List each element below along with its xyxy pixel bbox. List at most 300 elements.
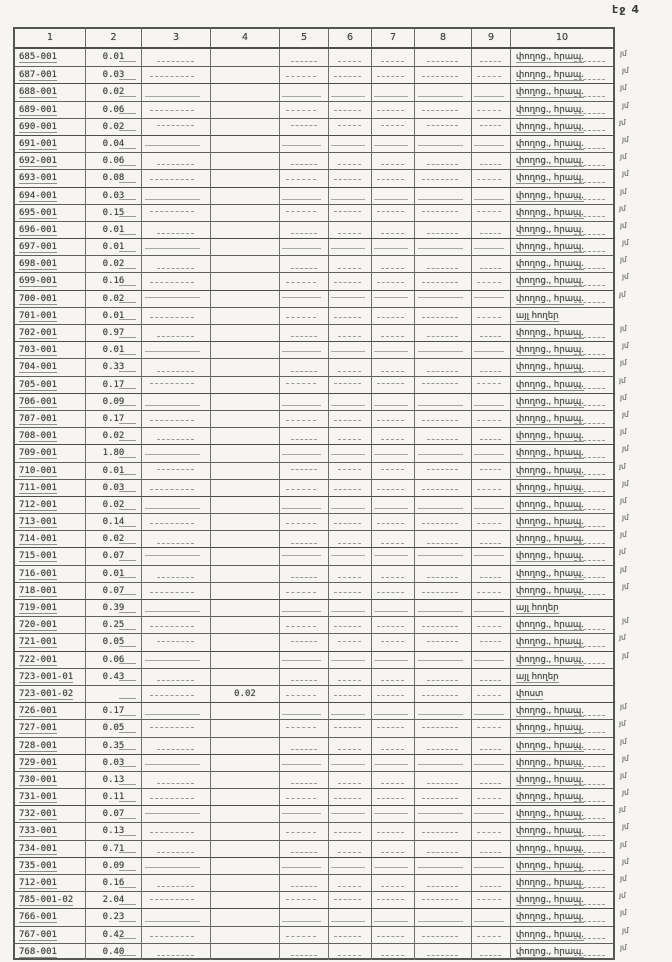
cell-col5-empty — [279, 875, 328, 891]
cell-col7-empty — [371, 256, 414, 272]
cell-land-category: փողոց., հրապ. — [510, 497, 613, 513]
cell-col8-empty — [414, 858, 471, 874]
margin-mark: յմ — [620, 839, 627, 849]
table-row — [15, 376, 613, 393]
cell-col7-empty — [371, 531, 414, 547]
cell-col9-empty — [471, 909, 510, 925]
cell-col8-empty — [414, 514, 471, 530]
cell-land-category: փողոց., հրապ. — [510, 222, 613, 238]
cell-col5-empty — [279, 583, 328, 599]
cell-col3-empty — [141, 927, 210, 943]
cell-col9-empty — [471, 377, 510, 393]
cell-col6-empty — [328, 325, 371, 341]
cell-area-col4 — [210, 875, 279, 891]
cell-col6-empty — [328, 170, 371, 186]
cell-area-col4 — [210, 617, 279, 633]
margin-annotations — [620, 45, 668, 956]
margin-mark: յմ — [618, 547, 626, 557]
table-row — [15, 771, 613, 788]
cell-col3-empty — [141, 738, 210, 754]
column-header: 1 — [46, 32, 54, 43]
cell-col5-empty — [279, 497, 328, 513]
table-row — [15, 926, 613, 943]
cell-land-category: փողոց., հրապ. — [510, 463, 613, 479]
cell-area-col2: 0.01 — [85, 342, 141, 358]
cell-col5-empty — [279, 892, 328, 908]
cell-area-col2: 0.16 — [85, 875, 141, 891]
cell-col9-empty — [471, 634, 510, 650]
cell-col3-empty — [141, 342, 210, 358]
cell-col7-empty — [371, 548, 414, 564]
table-row — [15, 49, 613, 66]
cell-col6-empty — [328, 256, 371, 272]
table-row — [15, 290, 613, 307]
cell-col6-empty — [328, 703, 371, 719]
cell-col8-empty — [414, 463, 471, 479]
cell-area-col2: 0.05 — [85, 720, 141, 736]
cell-area-col2: 2.04 — [85, 892, 141, 908]
cell-parcel-code: 720-001 — [19, 620, 57, 631]
cell-col5-empty — [279, 256, 328, 272]
cell-area-col2: 0.02 — [85, 84, 141, 100]
cell-col7-empty — [371, 669, 414, 685]
cell-col8-empty — [414, 789, 471, 805]
margin-mark: յմ — [618, 461, 626, 471]
table-row — [15, 788, 613, 805]
cell-col3-empty — [141, 772, 210, 788]
margin-mark: յմ — [620, 358, 627, 368]
cell-area-col2: 0.39 — [85, 600, 141, 616]
cell-land-category: փողոց., հրապ. — [510, 239, 613, 255]
margin-mark: յմ — [622, 100, 629, 110]
cell-area-col2: 0.07 — [85, 548, 141, 564]
cell-land-category: փողոց., հրապ. — [510, 531, 613, 547]
cell-col6-empty — [328, 583, 371, 599]
cell-col5-empty — [279, 823, 328, 839]
cell-parcel-code: 785-001-02 — [19, 895, 74, 906]
cell-area-col2: 0.09 — [85, 858, 141, 874]
cell-col3-empty — [141, 583, 210, 599]
cell-col6-empty — [328, 634, 371, 650]
cell-area-col2: 0.71 — [85, 841, 141, 857]
cell-parcel-code: 692-001 — [19, 156, 57, 167]
cell-parcel-code: 690-001 — [19, 121, 57, 132]
cell-col7-empty — [371, 634, 414, 650]
cell-col7-empty — [371, 892, 414, 908]
cell-area-col4 — [210, 892, 279, 908]
cell-col5-empty — [279, 806, 328, 822]
cell-col9-empty — [471, 67, 510, 83]
cell-col9-empty — [471, 273, 510, 289]
column-header: 8 — [414, 29, 471, 47]
cell-col9-empty — [471, 600, 510, 616]
cell-col6-empty — [328, 772, 371, 788]
cell-col7-empty — [371, 514, 414, 530]
margin-mark: յմ — [622, 822, 629, 832]
cell-area-col2: 0.42 — [85, 927, 141, 943]
margin-mark — [620, 595, 668, 612]
cell-area-col4 — [210, 119, 279, 135]
cell-col3-empty — [141, 634, 210, 650]
cell-col6-empty — [328, 67, 371, 83]
cell-col7-empty — [371, 188, 414, 204]
cell-area-col4 — [210, 600, 279, 616]
cell-col6-empty — [328, 548, 371, 564]
cell-col7-empty — [371, 841, 414, 857]
cell-col7-empty — [371, 566, 414, 582]
cell-col8-empty — [414, 102, 471, 118]
cell-col6-empty — [328, 875, 371, 891]
cell-land-category: փողոց., հրապ. — [510, 205, 613, 221]
cell-area-col4 — [210, 634, 279, 650]
cell-col6-empty — [328, 291, 371, 307]
cell-area-col4: 0.02 — [210, 686, 279, 702]
cell-col8-empty — [414, 772, 471, 788]
cell-parcel-code: 706-001 — [19, 396, 57, 407]
cell-parcel-code: 768-001 — [19, 946, 57, 957]
table-row — [15, 874, 613, 891]
cell-parcel-code: 733-001 — [19, 826, 57, 837]
margin-mark: յմ — [620, 49, 627, 58]
cell-col5-empty — [279, 411, 328, 427]
margin-mark: յմ — [622, 753, 629, 763]
cell-land-category: փողոց., հրապ. — [510, 445, 613, 461]
table-row — [15, 737, 613, 754]
cell-col9-empty — [471, 566, 510, 582]
table-row — [15, 840, 613, 857]
cell-col3-empty — [141, 411, 210, 427]
cell-col9-empty — [471, 703, 510, 719]
cell-area-col4 — [210, 789, 279, 805]
cell-area-col2: 0.08 — [85, 170, 141, 186]
cell-land-category: փողոց., հրապ. — [510, 84, 613, 100]
cell-col6-empty — [328, 342, 371, 358]
margin-mark: յմ — [620, 186, 627, 196]
cell-land-category: փողոց., հրապ. — [510, 927, 613, 943]
cell-col9-empty — [471, 548, 510, 564]
cell-col8-empty — [414, 222, 471, 238]
cell-col9-empty — [471, 136, 510, 152]
cell-col8-empty — [414, 875, 471, 891]
cell-area-col2: 0.25 — [85, 617, 141, 633]
cell-area-col2: 0.05 — [85, 634, 141, 650]
table-row — [15, 135, 613, 152]
cell-area-col4 — [210, 153, 279, 169]
cell-parcel-code: 696-001 — [19, 224, 57, 235]
cell-area-col2: 0.13 — [85, 772, 141, 788]
cell-area-col2: 0.06 — [85, 652, 141, 668]
table-row — [15, 118, 613, 135]
cell-col3-empty — [141, 909, 210, 925]
cell-parcel-code: 713-001 — [19, 517, 57, 528]
margin-mark — [620, 664, 668, 681]
cell-col6-empty — [328, 841, 371, 857]
cell-col9-empty — [471, 445, 510, 461]
margin-mark: յմ — [622, 66, 629, 76]
cell-land-category: փողոց., հրապ. — [510, 480, 613, 496]
cell-col8-empty — [414, 49, 471, 66]
cell-land-category: փողոց., հրապ. — [510, 548, 613, 564]
cell-col6-empty — [328, 944, 371, 960]
table-row — [15, 685, 613, 702]
cell-col7-empty — [371, 136, 414, 152]
cell-col3-empty — [141, 600, 210, 616]
cell-land-category: փողոց., հրապ. — [510, 566, 613, 582]
table-row — [15, 358, 613, 375]
cell-col7-empty — [371, 428, 414, 444]
cell-land-category: փողոց., հրապ. — [510, 170, 613, 186]
cell-parcel-code: 685-001 — [19, 52, 57, 62]
cell-area-col4 — [210, 102, 279, 118]
cell-area-col2: 0.06 — [85, 153, 141, 169]
cell-area-col2: 0.14 — [85, 514, 141, 530]
table-row — [15, 204, 613, 221]
cell-col3-empty — [141, 445, 210, 461]
cell-parcel-code: 694-001 — [19, 190, 57, 201]
cell-area-col4 — [210, 411, 279, 427]
table-row — [15, 616, 613, 633]
column-header: 5 — [279, 29, 328, 47]
cell-land-category: փողոց., հրապ. — [510, 428, 613, 444]
cell-area-col2: 0.02 — [85, 119, 141, 135]
margin-mark: յմ — [622, 134, 629, 144]
cell-col8-empty — [414, 188, 471, 204]
cell-col6-empty — [328, 428, 371, 444]
cell-col9-empty — [471, 875, 510, 891]
cell-col5-empty — [279, 566, 328, 582]
cell-area-col4 — [210, 325, 279, 341]
cell-col7-empty — [371, 772, 414, 788]
cell-area-col2: 0.04 — [85, 136, 141, 152]
cell-col7-empty — [371, 463, 414, 479]
table-row — [15, 582, 613, 599]
cell-col3-empty — [141, 720, 210, 736]
cell-parcel-code: 691-001 — [19, 138, 57, 149]
margin-mark: յմ — [622, 409, 629, 419]
cell-col7-empty — [371, 119, 414, 135]
cell-parcel-code: 723-001-01 — [19, 671, 74, 682]
cell-parcel-code: 711-001 — [19, 482, 57, 493]
cell-col9-empty — [471, 428, 510, 444]
cell-area-col4 — [210, 652, 279, 668]
cell-parcel-code: 702-001 — [19, 328, 57, 339]
table-row — [15, 272, 613, 289]
cell-col6-empty — [328, 617, 371, 633]
cell-col9-empty — [471, 308, 510, 324]
margin-mark: յմ — [620, 874, 627, 884]
cell-area-col2: 0.16 — [85, 273, 141, 289]
cell-col3-empty — [141, 222, 210, 238]
cell-col3-empty — [141, 703, 210, 719]
cell-col7-empty — [371, 170, 414, 186]
cell-col9-empty — [471, 170, 510, 186]
cell-area-col4 — [210, 188, 279, 204]
cell-col9-empty — [471, 463, 510, 479]
margin-mark — [622, 681, 670, 698]
cell-col8-empty — [414, 394, 471, 410]
cell-area-col4 — [210, 291, 279, 307]
cell-land-category: փողոց., հրապ. — [510, 909, 613, 925]
cell-col3-empty — [141, 84, 210, 100]
cell-col7-empty — [371, 411, 414, 427]
cell-col5-empty — [279, 136, 328, 152]
cell-col7-empty — [371, 789, 414, 805]
cell-col7-empty — [371, 738, 414, 754]
cell-col5-empty — [279, 909, 328, 925]
cell-col7-empty — [371, 927, 414, 943]
cell-area-col2: 0.17 — [85, 703, 141, 719]
cell-col8-empty — [414, 205, 471, 221]
cell-col8-empty — [414, 342, 471, 358]
table-row — [15, 908, 613, 925]
cell-col7-empty — [371, 858, 414, 874]
cell-land-category: փողոց., հրապ. — [510, 652, 613, 668]
cell-col5-empty — [279, 291, 328, 307]
table-row — [15, 651, 613, 668]
cell-col8-empty — [414, 548, 471, 564]
cell-col8-empty — [414, 686, 471, 702]
cell-col9-empty — [471, 720, 510, 736]
cell-area-col2: 0.13 — [85, 823, 141, 839]
cell-area-col2: 0.17 — [85, 411, 141, 427]
cell-col3-empty — [141, 67, 210, 83]
cell-col9-empty — [471, 927, 510, 943]
cell-parcel-code: 766-001 — [19, 912, 57, 923]
cell-col8-empty — [414, 806, 471, 822]
cell-col5-empty — [279, 325, 328, 341]
table-row — [15, 822, 613, 839]
cell-area-col2: 0.03 — [85, 67, 141, 83]
cell-area-col4 — [210, 205, 279, 221]
cell-col3-empty — [141, 359, 210, 375]
cell-col9-empty — [471, 239, 510, 255]
table-row — [15, 444, 613, 461]
cell-col6-empty — [328, 463, 371, 479]
cell-parcel-code: 701-001 — [19, 310, 57, 321]
cell-col8-empty — [414, 153, 471, 169]
margin-mark: յմ — [618, 375, 626, 385]
cell-parcel-code: 695-001 — [19, 207, 57, 218]
cell-col3-empty — [141, 531, 210, 547]
cell-col5-empty — [279, 428, 328, 444]
cell-col8-empty — [414, 669, 471, 685]
cell-parcel-code: 688-001 — [19, 87, 57, 98]
cell-col6-empty — [328, 273, 371, 289]
margin-mark: յմ — [620, 702, 627, 712]
cell-land-category: փողոց., հրապ. — [510, 325, 613, 341]
cell-area-col2 — [85, 686, 141, 702]
cell-area-col4 — [210, 566, 279, 582]
cell-col5-empty — [279, 944, 328, 960]
table-row — [15, 410, 613, 427]
margin-mark: յմ — [622, 478, 629, 488]
cell-col3-empty — [141, 205, 210, 221]
cell-area-col4 — [210, 394, 279, 410]
column-header: 10 — [510, 29, 613, 47]
cell-col8-empty — [414, 634, 471, 650]
margin-mark: յմ — [620, 220, 627, 230]
table-row — [15, 221, 613, 238]
cell-col8-empty — [414, 583, 471, 599]
table-row — [15, 101, 613, 118]
cell-col8-empty — [414, 738, 471, 754]
cell-col7-empty — [371, 273, 414, 289]
cell-col6-empty — [328, 720, 371, 736]
column-header: 4 — [210, 29, 279, 47]
cell-col7-empty — [371, 359, 414, 375]
cell-parcel-code: 689-001 — [19, 104, 57, 115]
cell-col8-empty — [414, 600, 471, 616]
cell-col9-empty — [471, 480, 510, 496]
cell-col9-empty — [471, 188, 510, 204]
cell-land-category: փողոց., հրապ. — [510, 102, 613, 118]
cell-area-col2: 0.07 — [85, 806, 141, 822]
cell-col5-empty — [279, 102, 328, 118]
cell-col7-empty — [371, 823, 414, 839]
cell-parcel-code: 697-001 — [19, 242, 57, 253]
cell-land-category: փողոց., հրապ. — [510, 720, 613, 736]
cell-col8-empty — [414, 909, 471, 925]
cell-col7-empty — [371, 222, 414, 238]
cell-area-col2: 0.03 — [85, 755, 141, 771]
cell-area-col4 — [210, 548, 279, 564]
column-header: 2 — [85, 29, 141, 47]
cell-col7-empty — [371, 583, 414, 599]
cell-area-col2: 0.43 — [85, 669, 141, 685]
margin-mark: յմ — [620, 530, 627, 540]
cell-col7-empty — [371, 720, 414, 736]
cell-col5-empty — [279, 119, 328, 135]
cell-land-category: փողոց., հրապ. — [510, 944, 613, 960]
cell-col6-empty — [328, 600, 371, 616]
cell-col6-empty — [328, 497, 371, 513]
margin-mark: յմ — [618, 203, 626, 213]
cell-col3-empty — [141, 428, 210, 444]
cell-col6-empty — [328, 823, 371, 839]
cell-col7-empty — [371, 84, 414, 100]
margin-mark: յմ — [620, 83, 627, 93]
margin-mark — [622, 303, 670, 320]
cell-col3-empty — [141, 463, 210, 479]
cell-area-col4 — [210, 583, 279, 599]
cell-area-col4 — [210, 67, 279, 83]
cell-parcel-code: 704-001 — [19, 362, 57, 373]
cell-area-col4 — [210, 428, 279, 444]
cell-col6-empty — [328, 669, 371, 685]
cell-parcel-code: 728-001 — [19, 740, 57, 751]
cell-area-col4 — [210, 497, 279, 513]
cell-area-col4 — [210, 170, 279, 186]
margin-mark: յմ — [618, 632, 626, 643]
cell-area-col4 — [210, 308, 279, 324]
cell-parcel-code: 710-001 — [19, 465, 57, 476]
cell-col8-empty — [414, 428, 471, 444]
cell-col5-empty — [279, 841, 328, 857]
cell-col7-empty — [371, 67, 414, 83]
cell-area-col2: 0.01 — [85, 239, 141, 255]
cell-parcel-code: 730-001 — [19, 774, 57, 785]
cell-col3-empty — [141, 239, 210, 255]
cell-col5-empty — [279, 170, 328, 186]
cell-area-col2: 0.06 — [85, 102, 141, 118]
cell-col8-empty — [414, 359, 471, 375]
cell-area-col2: 0.17 — [85, 377, 141, 393]
cell-col9-empty — [471, 841, 510, 857]
cell-col5-empty — [279, 772, 328, 788]
cell-land-category: փողոց., հրապ. — [510, 359, 613, 375]
margin-mark: յմ — [620, 908, 627, 918]
cell-col3-empty — [141, 686, 210, 702]
